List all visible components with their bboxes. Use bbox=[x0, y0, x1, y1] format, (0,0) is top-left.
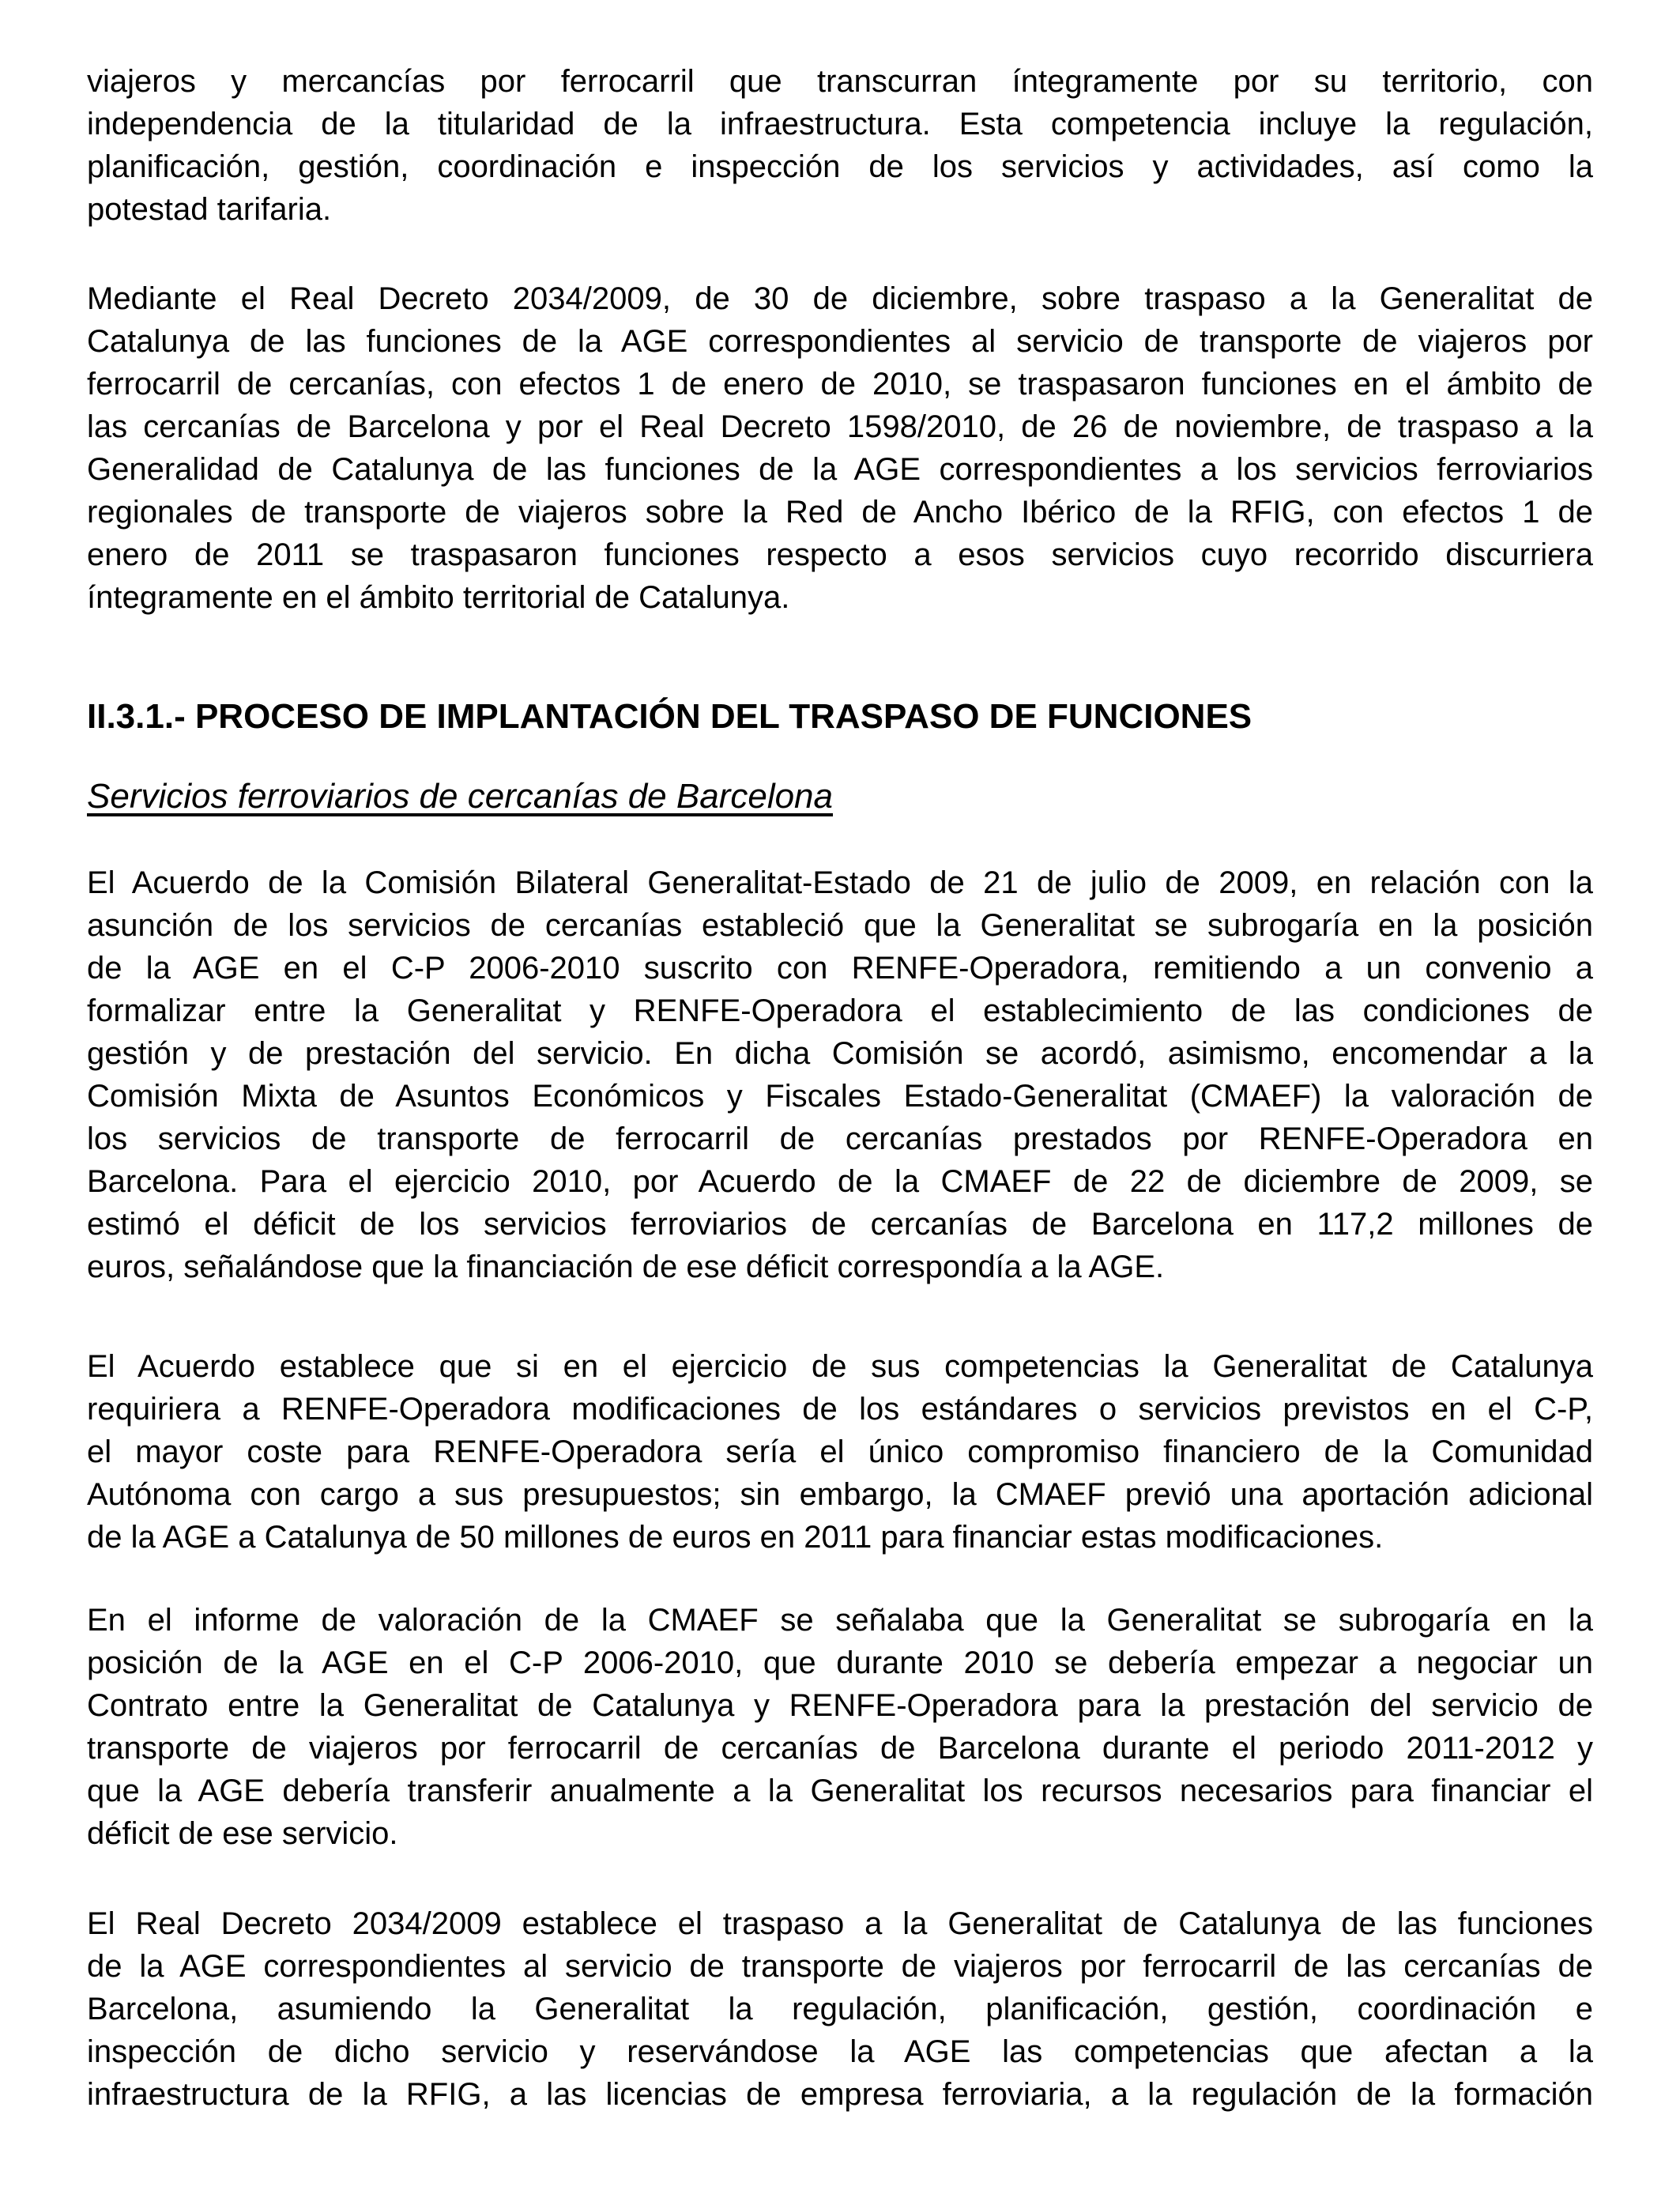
text-line: ferrocarril de cercanías, con efectos 1 de enero de 2010, se traspasaron funciones en el ámbito de bbox=[87, 367, 1593, 401]
body-paragraph bbox=[87, 1902, 1593, 2116]
text-line: déficit de ese servicio. bbox=[87, 1816, 398, 1851]
body-paragraph bbox=[87, 277, 1593, 619]
text-line: Barcelona. Para el ejercicio 2010, por Acuerdo de la CMAEF de 22 de diciembre de 2009, se bbox=[87, 1164, 1593, 1199]
text-line: independencia de la titularidad de la infraestructura. Esta competencia incluye la regulación, bbox=[87, 107, 1593, 141]
body-paragraph bbox=[87, 1345, 1593, 1559]
text-line: transporte de viajeros por ferrocarril de cercanías de Barcelona durante el periodo 2011-2012 y bbox=[87, 1731, 1593, 1766]
section-heading: II.3.1.- PROCESO DE IMPLANTACIÓN DEL TRASPASO DE FUNCIONES bbox=[87, 697, 1252, 736]
text-line: El Acuerdo establece que si en el ejercicio de sus competencias la Generalitat de Catalunya bbox=[87, 1349, 1593, 1384]
text-line: regionales de transporte de viajeros sobre la Red de Ancho Ibérico de la RFIG, con efectos 1 de bbox=[87, 495, 1593, 530]
text-line: estimó el déficit de los servicios ferroviarios de cercanías de Barcelona en 117,2 millones de bbox=[87, 1207, 1593, 1242]
text-line: de la AGE correspondientes al servicio de transporte de viajeros por ferrocarril de las cercanías de bbox=[87, 1949, 1593, 1984]
text-line: los servicios de transporte de ferrocarril de cercanías prestados por RENFE-Operadora en bbox=[87, 1122, 1593, 1156]
text-line: infraestructura de la RFIG, a las licencias de empresa ferroviaria, a la regulación de la formación bbox=[87, 2077, 1593, 2112]
text-line: Contrato entre la Generalitat de Catalunya y RENFE-Operadora para la prestación del servicio de bbox=[87, 1688, 1593, 1723]
text-line: Comisión Mixta de Asuntos Económicos y Fiscales Estado-Generalitat (CMAEF) la valoración de bbox=[87, 1079, 1593, 1114]
text-line: El Real Decreto 2034/2009 establece el traspaso a la Generalitat de Catalunya de las funciones bbox=[87, 1906, 1593, 1941]
text-line: planificación, gestión, coordinación e inspección de los servicios y actividades, así como la bbox=[87, 149, 1593, 184]
section-subheading: Servicios ferroviarios de cercanías de Barcelona bbox=[87, 777, 834, 816]
text-line: asunción de los servicios de cercanías estableció que la Generalitat se subrogaría en la posición bbox=[87, 908, 1593, 943]
text-line: Mediante el Real Decreto 2034/2009, de 30 de diciembre, sobre traspaso a la Generalitat de bbox=[87, 281, 1593, 316]
text-line: de la AGE a Catalunya de 50 millones de euros en 2011 para financiar estas modificaciones. bbox=[87, 1520, 1384, 1555]
text-line: que la AGE debería transferir anualmente a la Generalitat los recursos necesarios para financiar el bbox=[87, 1774, 1593, 1808]
text-line: Catalunya de las funciones de la AGE correspondientes al servicio de transporte de viajeros por bbox=[87, 324, 1593, 359]
body-paragraph bbox=[87, 60, 1593, 231]
text-line: viajeros y mercancías por ferrocarril que transcurran íntegramente por su territorio, con bbox=[87, 64, 1593, 99]
text-line: Generalidad de Catalunya de las funciones de la AGE correspondientes a los servicios ferroviarios bbox=[87, 452, 1593, 487]
text-line: gestión y de prestación del servicio. En dicha Comisión se acordó, asimismo, encomendar a la bbox=[87, 1036, 1593, 1071]
text-line: las cercanías de Barcelona y por el Real Decreto 1598/2010, de 26 de noviembre, de traspaso a la bbox=[87, 409, 1593, 444]
text-line: formalizar entre la Generalitat y RENFE-Operadora el establecimiento de las condiciones de bbox=[87, 993, 1593, 1028]
text-line: requiriera a RENFE-Operadora modificaciones de los estándares o servicios previstos en el C-P, bbox=[87, 1392, 1593, 1427]
text-line: de la AGE en el C-P 2006-2010 suscrito con RENFE-Operadora, remitiendo a un convenio a bbox=[87, 951, 1593, 986]
text-line: enero de 2011 se traspasaron funciones respecto a esos servicios cuyo recorrido discurriera bbox=[87, 537, 1593, 572]
text-line: Autónoma con cargo a sus presupuestos; sin embargo, la CMAEF previó una aportación adicional bbox=[87, 1477, 1593, 1512]
text-line: Barcelona, asumiendo la Generalitat la regulación, planificación, gestión, coordinación e bbox=[87, 1992, 1593, 2026]
text-line: el mayor coste para RENFE-Operadora sería el único compromiso financiero de la Comunidad bbox=[87, 1434, 1593, 1469]
text-line: posición de la AGE en el C-P 2006-2010, que durante 2010 se debería empezar a negociar un bbox=[87, 1646, 1593, 1680]
text-line: euros, señalándose que la financiación de ese déficit correspondía a la AGE. bbox=[87, 1250, 1165, 1284]
text-line: inspección de dicho servicio y reservándose la AGE las competencias que afectan a la bbox=[87, 2034, 1593, 2069]
text-line: potestad tarifaria. bbox=[87, 192, 332, 227]
body-paragraph bbox=[87, 861, 1593, 1288]
body-paragraph bbox=[87, 1599, 1593, 1855]
text-line: íntegramente en el ámbito territorial de Catalunya. bbox=[87, 580, 790, 615]
text-line: El Acuerdo de la Comisión Bilateral Generalitat-Estado de 21 de julio de 2009, en relación con la bbox=[87, 865, 1593, 900]
text-line: En el informe de valoración de la CMAEF se señalaba que la Generalitat se subrogaría en la bbox=[87, 1603, 1593, 1638]
